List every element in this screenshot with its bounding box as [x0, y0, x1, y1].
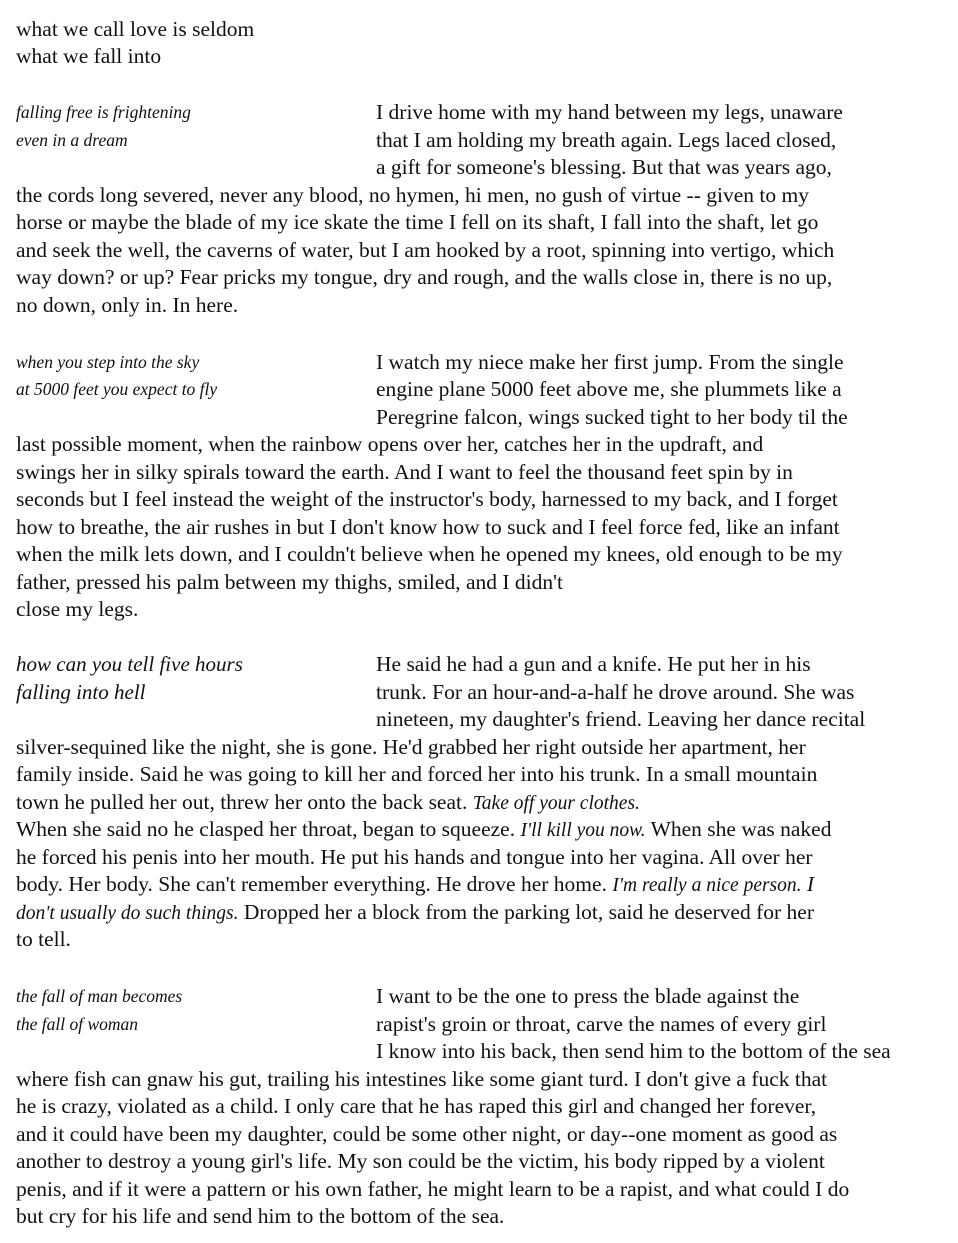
prose-line: seconds but I feel instead the weight of the instructor's body, harnessed to my back, and I forget	[16, 487, 838, 511]
prose-line: I drive home with my hand between my legs, unaware	[376, 100, 843, 124]
prose-line: horse or maybe the blade of my ice skate the time I fell on its shaft, I fall into the shaft, let go	[16, 210, 819, 234]
prose-line: and it could have been my daughter, could be some other night, or day--one moment as good as	[16, 1122, 838, 1146]
prose-line: another to destroy a young girl's life. My son could be the victim, his body ripped by a violent	[16, 1149, 825, 1173]
quoted-speech: I	[801, 872, 815, 896]
prose-text: When she was naked	[645, 817, 832, 841]
gloss-line: how can you tell five hours	[16, 652, 243, 676]
prose-line: nineteen, my daughter's friend. Leaving her dance recital	[376, 707, 866, 731]
prose-line: and seek the well, the caverns of water, but I am hooked by a root, spinning into vertigo, which	[16, 238, 835, 262]
gloss-line: falling into hell	[16, 680, 146, 704]
quoted-speech: I'm really a nice person.	[612, 875, 802, 896]
prose-line: way down? or up? Fear pricks my tongue, dry and rough, and the walls close in, there is no up,	[16, 265, 833, 289]
prose-line: family inside. Said he was going to kill her and forced her into his trunk. In a small mountain	[16, 762, 818, 786]
prose-line: he forced his penis into her mouth. He put his hands and tongue into her vagina. All over her	[16, 845, 813, 869]
prose-line: penis, and if it were a pattern or his own father, he might learn to be a rapist, and what could I do	[16, 1177, 850, 1201]
prose-line: father, pressed his palm between my thighs, smiled, and I didn't	[16, 570, 563, 594]
prose-line	[16, 816, 831, 845]
prose-line	[16, 899, 814, 928]
prose-line: how to breathe, the air rushes in but I don't know how to suck and I feel force fed, like an infant	[16, 515, 840, 539]
prose-line: I watch my niece make her first jump. From the single	[376, 350, 844, 374]
prose-line: trunk. For an hour-and-a-half he drove around. She was	[376, 680, 855, 704]
intro-line: what we fall into	[16, 44, 162, 68]
prose-line: I want to be the one to press the blade against the	[376, 984, 800, 1008]
intro-line: what we call love is seldom	[16, 17, 255, 41]
prose-line	[16, 871, 814, 900]
quoted-speech: I'll kill you now.	[520, 820, 646, 841]
gloss-line: even in a dream	[16, 130, 128, 150]
prose-line: a gift for someone's blessing. But that was years ago,	[376, 155, 832, 179]
prose-line: He said he had a gun and a knife. He put her in his	[376, 652, 811, 676]
gloss-line: when you step into the sky	[16, 352, 200, 372]
prose-line: silver-sequined like the night, she is gone. He'd grabbed her right outside her apartment, her	[16, 735, 806, 759]
prose-line: last possible moment, when the rainbow opens over her, catches her in the updraft, and	[16, 432, 764, 456]
prose-line: to tell.	[16, 927, 71, 951]
prose-text: town he pulled her out, threw her onto the back seat.	[16, 790, 473, 814]
quoted-speech: don't usually do such things.	[16, 903, 239, 924]
prose-line: where fish can gnaw his gut, trailing his intestines like some giant turd. I don't give a fuck that	[16, 1067, 828, 1091]
quoted-speech: Take off your clothes.	[472, 793, 640, 814]
prose-line: swings her in silky spirals toward the earth. And I want to feel the thousand feet spin by in	[16, 460, 793, 484]
prose-line: he is crazy, violated as a child. I only care that he has raped this girl and changed her forever,	[16, 1094, 817, 1118]
gloss-line: falling free is frightening	[16, 102, 191, 122]
prose-text: Dropped her a block from the parking lot, said he deserved for her	[238, 900, 814, 924]
prose-line: Peregrine falcon, wings sucked tight to her body til the	[376, 405, 848, 429]
prose-line: close my legs.	[16, 597, 139, 621]
prose-line: engine plane 5000 feet above me, she plummets like a	[376, 377, 842, 401]
prose-line: when the milk lets down, and I couldn't believe when he opened my knees, old enough to be my	[16, 542, 843, 566]
prose-line: rapist's groin or throat, carve the names of every girl	[376, 1012, 827, 1036]
prose-line: that I am holding my breath again. Legs laced closed,	[376, 128, 837, 152]
prose-text: body. Her body. She can't remember everything. He drove her home.	[16, 872, 613, 896]
prose-line	[16, 789, 640, 818]
prose-text: When she said no he clasped her throat, began to squeeze.	[16, 817, 521, 841]
gloss-line: at 5000 feet you expect to fly	[16, 379, 218, 399]
prose-line: the cords long severed, never any blood, no hymen, hi men, no gush of virtue -- given to my	[16, 183, 809, 207]
gloss-line: the fall of man becomes	[16, 986, 183, 1006]
prose-line: but cry for his life and send him to the bottom of the sea.	[16, 1204, 505, 1228]
prose-line: no down, only in. In here.	[16, 293, 239, 317]
prose-line: I know into his back, then send him to the bottom of the sea	[376, 1039, 891, 1063]
gloss-line: the fall of woman	[16, 1014, 139, 1034]
